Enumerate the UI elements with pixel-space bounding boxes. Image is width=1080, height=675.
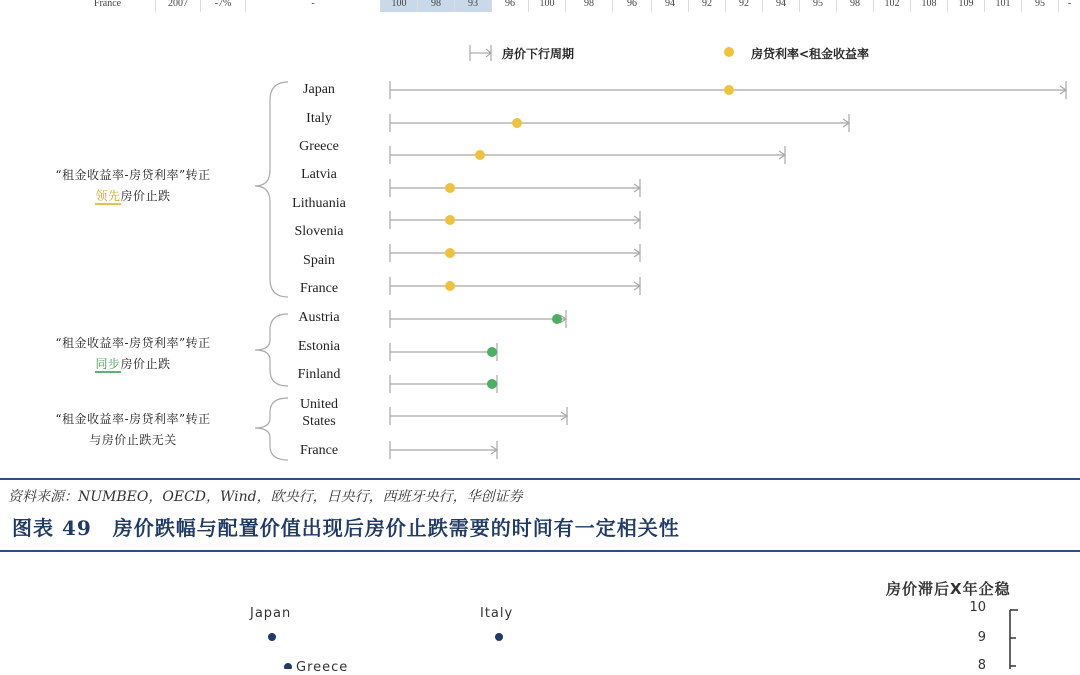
chart2-y-axis-title: 房价滞后X年企稳 [886,580,1011,598]
source-note: 资料来源：NUMBEO，OECD，Wind，欧央行，日央行，西班牙央行，华创证券 [8,489,523,505]
group-lead-line1: “租金收益率-房贷利率”转正 [55,168,211,182]
value-cell: 109 [947,0,984,12]
timeline-row [390,277,640,295]
chart2-label-greece: Greece [296,660,349,675]
cycle-dot [487,347,497,357]
value-cell: 96 [491,0,528,12]
country-label: Slovenia [294,224,344,239]
value-cell: 92 [725,0,762,12]
group-lead-line2 [13,186,253,207]
chart2-y-tick: 8 [977,658,986,673]
country-label: Japan [303,82,335,97]
value-cell: 95 [1021,0,1058,12]
value-cell: 98 [565,0,612,12]
timeline-row [390,244,640,262]
country-label: United States [299,397,339,429]
timeline-row [390,114,849,132]
legend-dot [724,47,734,57]
chart2-point-greece [284,663,292,669]
value-cell: 95 [799,0,836,12]
chart2-label-japan: Japan [250,606,292,621]
chart2-y-tick: 10 [969,600,986,615]
timeline-row [390,179,640,197]
group-sync-highlight: 同步 [95,357,121,371]
timeline-row [390,211,640,229]
value-cell: 108 [910,0,947,12]
figure-title: 图表 49 房价跌幅与配置价值出现后房价止跌需要的时间有一定相关性 [12,516,680,540]
timeline-row [390,146,785,164]
legend-dot-label: 房贷利率<租金收益率 [751,47,870,61]
timeline-row [390,407,567,425]
country-label: Estonia [298,339,340,354]
chart2-y-axis [990,600,1030,669]
value-cell: 98 [417,0,454,12]
chart2-point-japan [268,633,276,641]
country-label: Austria [298,310,340,325]
cycle-dot [724,85,734,95]
country-cell: France [93,0,122,9]
value-cell: 94 [762,0,799,12]
chart2-label-italy: Italy [480,606,514,621]
legend-cycle-label: 房价下行周期 [502,47,575,61]
country-label: Finland [297,367,341,382]
timeline-row [390,441,497,459]
dash-cell: - [245,0,380,12]
country-label: France [299,281,339,296]
cycle-dot [475,150,485,160]
value-cell: 100 [528,0,565,12]
cycle-dot [445,281,455,291]
group-sync-line2 [13,354,253,375]
country-label: France [299,443,339,458]
group-sync-description [13,333,253,375]
year-cell: 2007 [155,0,200,12]
group-unrelated-line2: 与房价止跌无关 [89,433,177,447]
group-lead-description [13,165,253,207]
group-sync-line1: “租金收益率-房贷利率”转正 [55,336,211,350]
cycle-dot [445,183,455,193]
chart2-y-tick: 9 [977,630,986,645]
country-label: Latvia [301,167,337,182]
country-label: Lithuania [292,196,346,211]
chart2-points [0,620,600,669]
group-lead-highlight: 领先 [95,189,121,203]
group-unrelated-description [13,409,253,451]
group-sync-suffix: 房价止跌 [120,357,171,371]
cycle-dot [487,379,497,389]
timeline-rows [390,81,1066,459]
cycle-dot [552,314,562,324]
country-label: Italy [306,111,332,126]
section-divider [0,478,1080,480]
chart2-point-italy [495,633,503,641]
title-underline [0,550,1080,552]
group-lead-suffix: 房价止跌 [120,189,171,203]
value-cell: 92 [688,0,725,12]
timeline-row [390,343,497,361]
value-cell: 98 [836,0,873,12]
value-cell: 102 [873,0,910,12]
cycle-dot [445,215,455,225]
value-cell: - [1058,0,1080,12]
timeline-row [390,375,497,393]
value-cell: 101 [984,0,1021,12]
change-cell: -7% [200,0,245,12]
cycle-dot [445,248,455,258]
value-cell: 96 [612,0,651,12]
country-label: Spain [303,253,335,268]
cycle-dot [512,118,522,128]
value-cell: 93 [454,0,491,12]
value-cell: 100 [380,0,417,12]
group-unrelated-line1: “租金收益率-房贷利率”转正 [55,412,211,426]
country-label: Greece [299,139,339,154]
timeline-row [390,310,566,328]
value-cell: 94 [651,0,688,12]
